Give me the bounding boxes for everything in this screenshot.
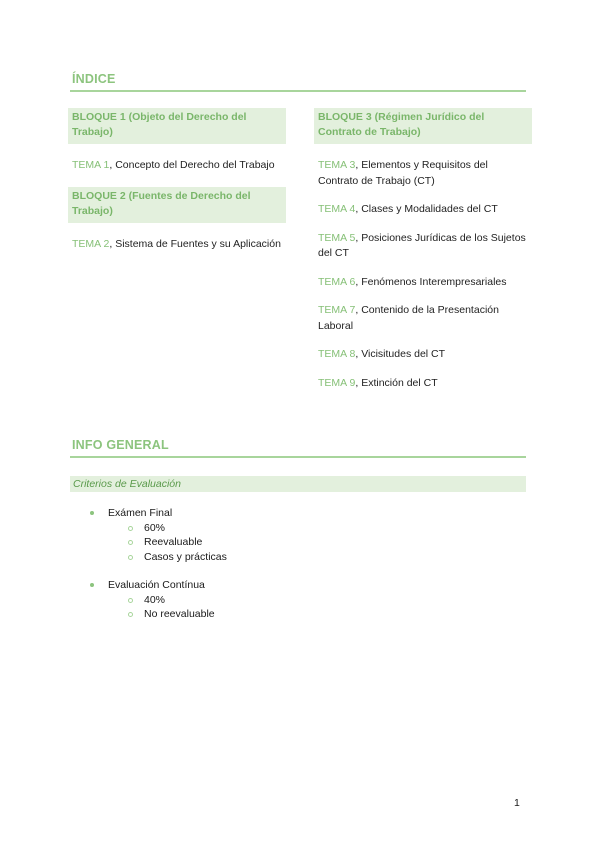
hollow-bullet-icon xyxy=(128,526,133,531)
sub-bullet-item xyxy=(90,535,227,550)
evaluation-item xyxy=(90,506,227,564)
sub-bullet-label: No reevaluable xyxy=(144,608,215,620)
index-left-column xyxy=(68,108,286,265)
tema-number: TEMA 4 xyxy=(318,203,356,215)
bloque-header: BLOQUE 2 (Fuentes de Derecho del Trabajo) xyxy=(68,187,286,223)
tema-entry xyxy=(314,347,532,363)
tema-entry xyxy=(314,303,532,334)
evaluation-item xyxy=(90,578,215,622)
tema-entry xyxy=(314,376,532,392)
sub-bullet-label: Casos y prácticas xyxy=(144,550,227,563)
tema-title: , Posiciones Jurídicas de los Sujetos del CT xyxy=(318,231,526,259)
sub-bullet-label: Reevaluable xyxy=(144,536,203,548)
sub-bullet-item xyxy=(90,550,227,565)
bullet-dot-icon xyxy=(90,583,94,587)
tema-entry xyxy=(314,202,532,218)
tema-entry xyxy=(314,275,532,291)
tema-entry xyxy=(68,237,286,253)
tema-title: , Vicisitudes del CT xyxy=(355,348,446,360)
criterios-evaluacion-header: Criterios de Evaluación xyxy=(70,476,526,492)
index-title: ÍNDICE xyxy=(72,72,116,86)
tema-title: , Elementos y Requisitos del Contrato de Trabajo (CT) xyxy=(318,159,488,187)
bloque-header: BLOQUE 1 (Objeto del Derecho del Trabajo) xyxy=(68,108,286,144)
hollow-bullet-icon xyxy=(128,555,133,560)
hollow-bullet-icon xyxy=(128,598,133,603)
tema-number: TEMA 6 xyxy=(318,275,356,288)
tema-title: , Sistema de Fuentes y su Aplicación xyxy=(109,237,281,250)
bullet-label: Exámen Final xyxy=(108,507,173,519)
tema-number: TEMA 3 xyxy=(318,159,356,171)
bullet-item xyxy=(90,506,227,521)
tema-number: TEMA 8 xyxy=(318,348,356,360)
index-right-column xyxy=(314,108,532,404)
tema-title: , Clases y Modalidades del CT xyxy=(355,203,498,215)
tema-number: TEMA 2 xyxy=(72,237,110,250)
info-title: INFO GENERAL xyxy=(72,438,169,452)
tema-title: , Extinción del CT xyxy=(355,376,438,389)
tema-title: , Concepto del Derecho del Trabajo xyxy=(109,159,275,171)
tema-title: , Contenido de la Presentación Laboral xyxy=(318,304,499,332)
tema-number: TEMA 9 xyxy=(318,376,356,389)
tema-number: TEMA 5 xyxy=(318,231,356,244)
sub-bullet-item xyxy=(90,521,227,536)
bullet-label: Evaluación Contínua xyxy=(108,579,205,591)
info-title-rule xyxy=(70,456,526,458)
bloque-header: BLOQUE 3 (Régimen Jurídico del Contrato de Trabajo) xyxy=(314,108,532,144)
index-title-rule xyxy=(70,90,526,92)
tema-entry xyxy=(68,158,286,174)
sub-bullet-label: 40% xyxy=(144,593,166,606)
tema-number: TEMA 1 xyxy=(72,159,110,171)
hollow-bullet-icon xyxy=(128,612,133,617)
tema-title: , Fenómenos Interempresariales xyxy=(355,275,507,288)
tema-number: TEMA 7 xyxy=(318,304,356,316)
sub-bullet-item xyxy=(90,593,215,608)
page-number: 1 xyxy=(514,797,520,809)
bullet-dot-icon xyxy=(90,511,94,515)
sub-bullet-label: 60% xyxy=(144,521,166,534)
tema-entry xyxy=(314,158,532,189)
bullet-item xyxy=(90,578,215,593)
tema-entry xyxy=(314,231,532,262)
hollow-bullet-icon xyxy=(128,540,133,545)
sub-bullet-item xyxy=(90,607,215,622)
